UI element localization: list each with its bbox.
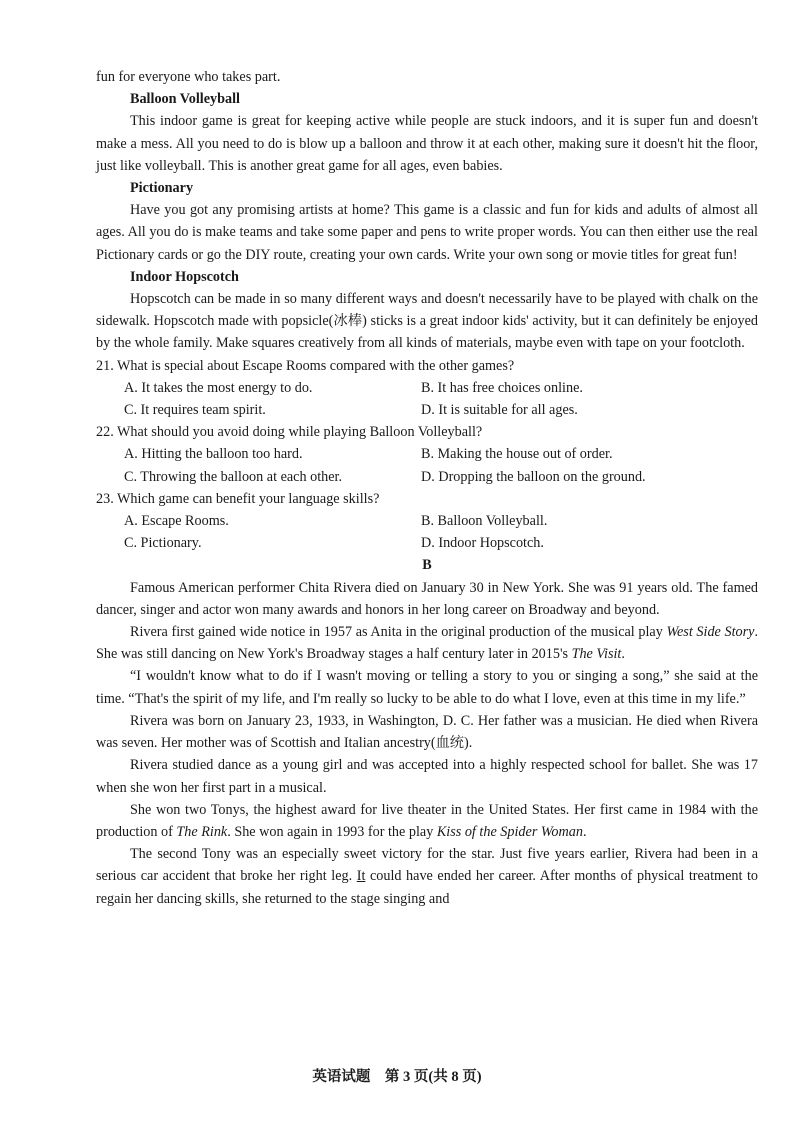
option-a: A. Hitting the balloon too hard. xyxy=(124,446,303,463)
question-23 xyxy=(96,488,758,555)
intro-tail: fun for everyone who takes part. xyxy=(96,69,281,85)
section-b-heading: B xyxy=(422,557,432,574)
option-d: D. Indoor Hopscotch. xyxy=(421,535,544,552)
passage-b-paragraph-7 xyxy=(96,843,758,910)
title-the-visit: The Visit xyxy=(571,646,622,663)
passage-b-paragraph-6 xyxy=(96,799,758,843)
underlined-word: It xyxy=(356,868,366,885)
passage-b-paragraph-5: Rivera studied dance as a young girl and was accepted into a highly respected school for ballet. She was 17 when she won her first part in a musical. xyxy=(96,757,758,796)
text-run: . xyxy=(582,823,587,840)
option-b: B. It has free choices online. xyxy=(421,379,583,396)
option-d: D. Dropping the balloon on the ground. xyxy=(421,468,646,485)
game-title-balloon-volleyball: Balloon Volleyball xyxy=(130,91,240,108)
text-run: . She was still dancing on New York's Broadway stages a half century later in 2015's xyxy=(96,624,758,663)
passage-b-paragraph-2 xyxy=(96,621,758,665)
game-text-pictionary: Have you got any promising artists at home? This game is a classic and fun for kids and adults of almost all ages. All you do is make teams and take some paper and pens to write proper words. You can then either use the real Pictionary cards or go the DIY route, creating your own cards. Write your own song or movie titles for great fun! xyxy=(96,202,758,263)
question-22 xyxy=(96,421,758,488)
text-run: could have ended her career. After months of physical treatment to regain her dancing skills, she returned to the stage singing and xyxy=(96,868,759,907)
option-c: C. Pictionary. xyxy=(124,535,202,552)
game-title-indoor-hopscotch: Indoor Hopscotch xyxy=(130,268,239,285)
question-stem: 23. Which game can benefit your language skills? xyxy=(96,490,380,507)
passage-b-paragraph-4: Rivera was born on January 23, 1933, in Washington, D. C. Her father was a musician. He died when Rivera was seven. Her mother was of Scottish and Italian ancestry(血统). xyxy=(96,712,758,752)
title-west-side-story: West Side Story xyxy=(666,624,755,641)
question-stem: 21. What is special about Escape Rooms compared with the other games? xyxy=(96,357,515,374)
text-run: . xyxy=(621,646,625,663)
option-b: B. Making the house out of order. xyxy=(421,446,613,463)
game-text-balloon-volleyball: This indoor game is great for keeping active while people are stuck indoors, and it is super fun and doesn't make a mess. All you need to do is blow up a balloon and throw it at each other, making sure it doesn't hit the floor, just like volleyball. This is another great game for all ages, even babies. xyxy=(96,113,758,174)
document-page xyxy=(96,66,758,910)
passage-b-paragraph-3: “I wouldn't know what to do if I wasn't moving or telling a story to you or singing a song,” she said at the time. “That's the spirit of my life, and I'm really so lucky to be able to do what I love, even at this time in my life.” xyxy=(96,668,758,707)
option-a: A. It takes the most energy to do. xyxy=(124,379,313,396)
text-run: Rivera first gained wide notice in 1957 as Anita in the original production of the musical play xyxy=(130,624,667,641)
game-title-pictionary: Pictionary xyxy=(130,180,194,197)
text-run: The second Tony was an especially sweet victory for the star. Just five years earlier, Rivera had been in a serious car accident that broke her right leg. xyxy=(96,846,758,885)
passage-b-paragraph-1: Famous American performer Chita Rivera died on January 30 in New York. She was 91 years old. The famed dancer, singer and actor won many awards and honors in her long career on Broadway and beyond. xyxy=(96,579,758,618)
title-kiss-of-the-spider-woman: Kiss of the Spider Woman xyxy=(436,823,583,840)
option-b: B. Balloon Volleyball. xyxy=(421,513,548,530)
option-d: D. It is suitable for all ages. xyxy=(421,402,578,419)
game-text-indoor-hopscotch: Hopscotch can be made in so many different ways and doesn't necessarily have to be played with chalk on the sidewalk. Hopscotch made with popsicle(冰棒) sticks is a great indoor kids' activity, but it can definitely be enjoyed by the whole family. Make squares creatively from all kinds of materials, maybe even with tape on your footcloth. xyxy=(96,291,758,352)
title-the-rink: The Rink xyxy=(176,823,228,840)
page-footer: 英语试题 第 3 页(共 8 页) xyxy=(312,1069,482,1085)
question-stem: 22. What should you avoid doing while playing Balloon Volleyball? xyxy=(96,424,483,441)
question-21 xyxy=(96,355,758,422)
option-c: C. Throwing the balloon at each other. xyxy=(124,468,343,485)
text-run: . She won again in 1993 for the play xyxy=(227,823,437,840)
option-c: C. It requires team spirit. xyxy=(124,402,266,419)
text-run: She won two Tonys, the highest award for live theater in the United States. Her first came in 1984 with the production of xyxy=(96,801,758,840)
option-a: A. Escape Rooms. xyxy=(124,513,229,530)
